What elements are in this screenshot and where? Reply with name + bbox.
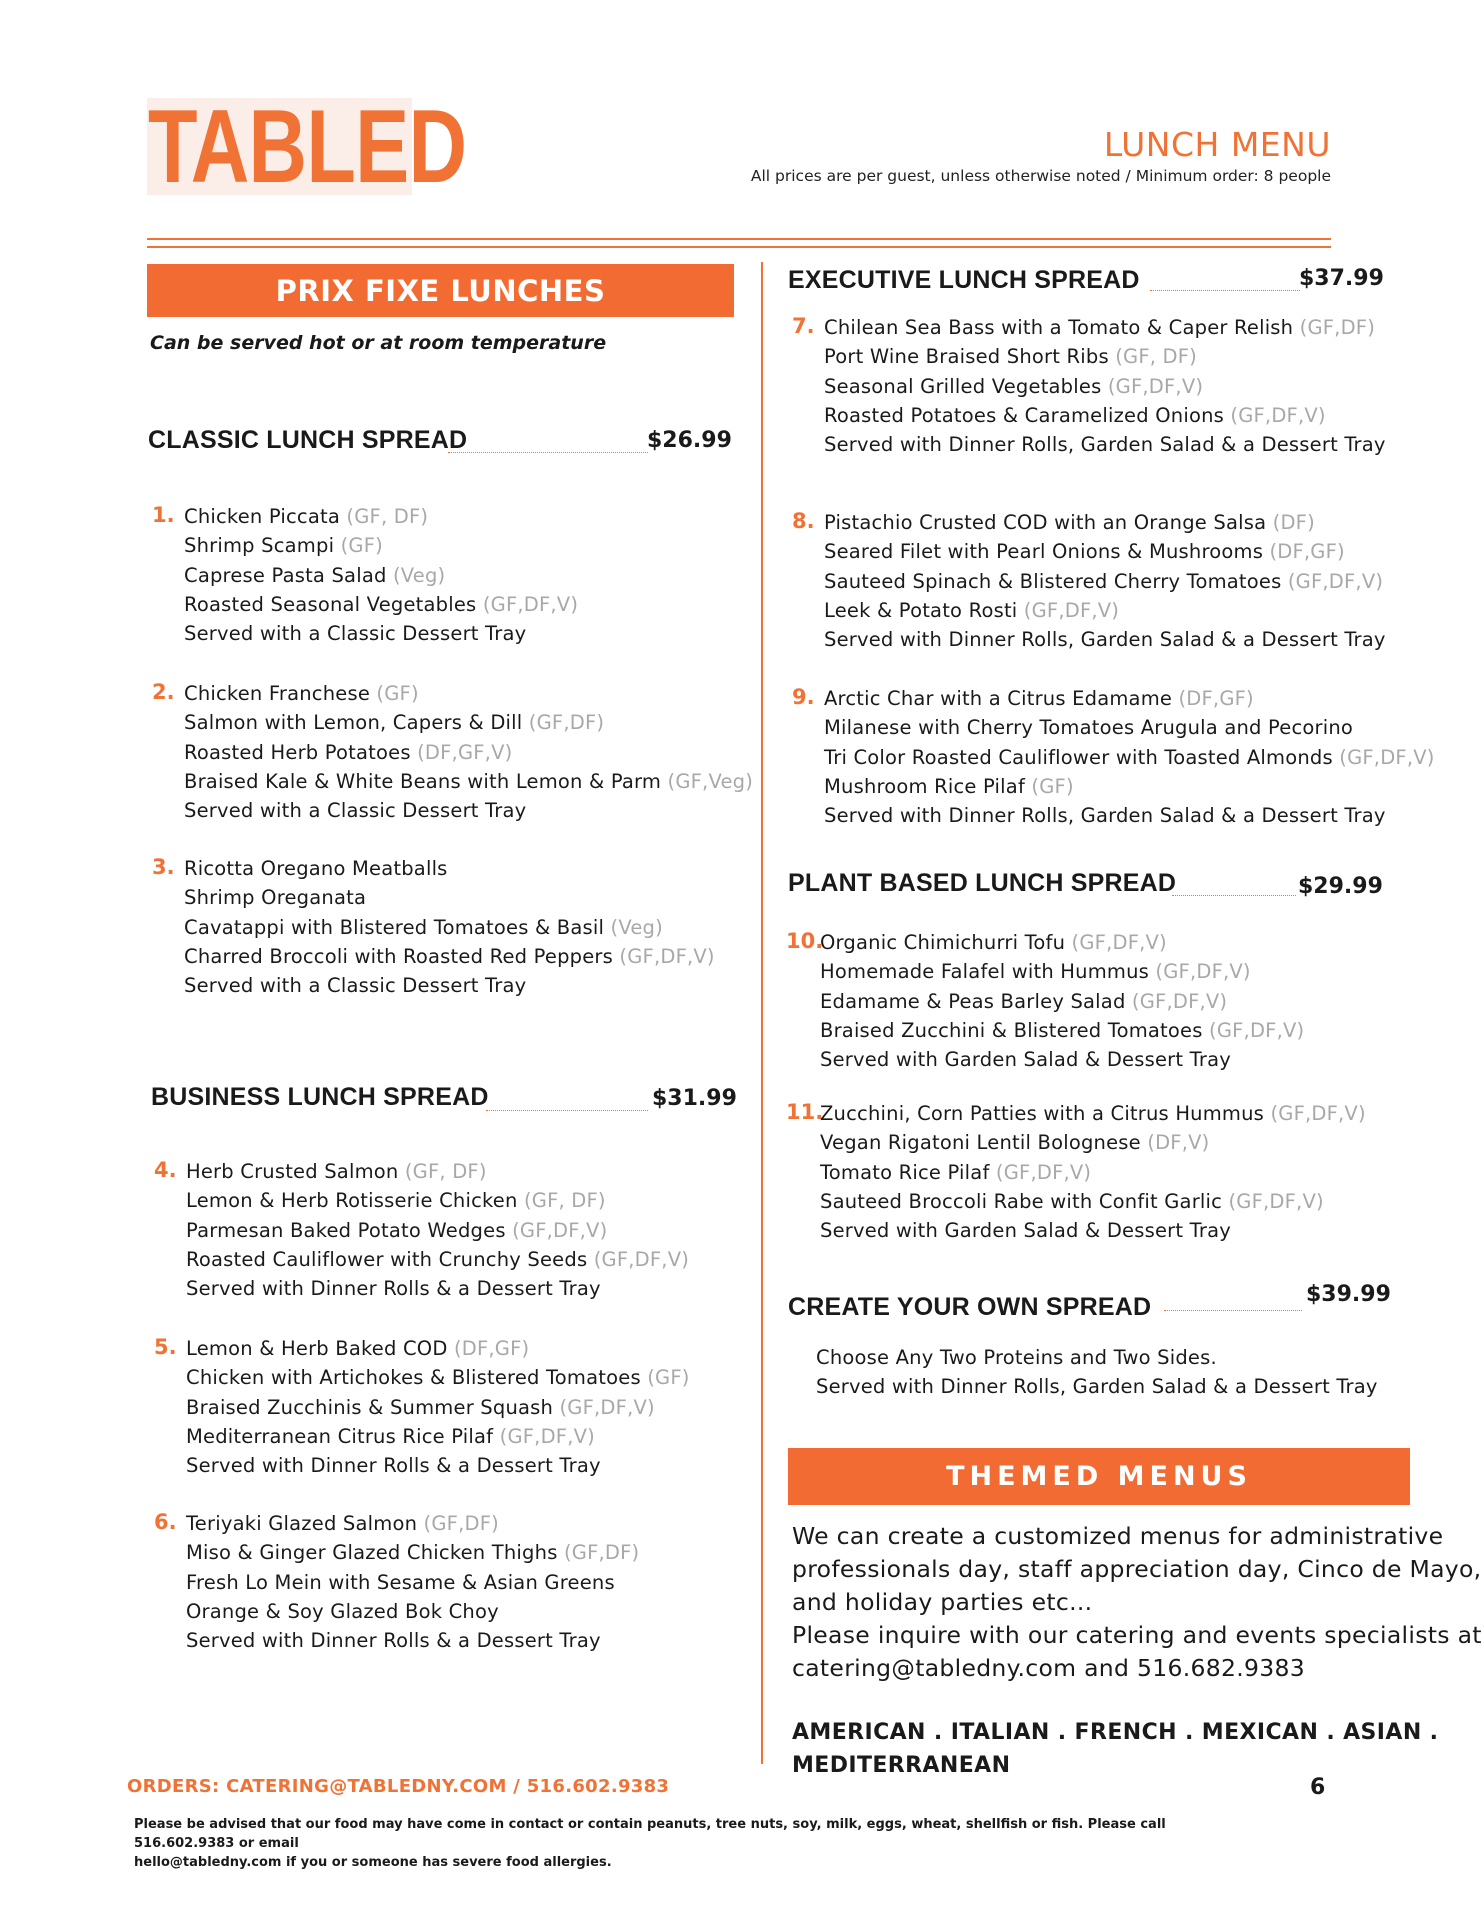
serving-note: Can be served hot or at room temperature	[150, 332, 607, 354]
menu-item-name: Sauteed Broccoli Rabe with Confit Garlic	[820, 1189, 1223, 1213]
dietary-tag: (DF,GF)	[1172, 687, 1254, 710]
menu-item	[824, 430, 1386, 459]
dietary-tag: (GF,Veg)	[661, 769, 754, 793]
menu-item	[186, 1509, 639, 1538]
menu-item	[824, 743, 1435, 772]
menu-item-name: Tri Color Roasted Cauliflower with Toasted Almonds	[824, 745, 1333, 769]
menu-item	[186, 1393, 690, 1422]
themed-line: Please inquire with our catering and events specialists at	[792, 1621, 1482, 1649]
menu-item-name: Served with Dinner Rolls & a Dessert Tray	[186, 1277, 601, 1301]
dietary-tag: (GF,DF,V)	[1222, 1189, 1324, 1213]
dietary-tag: (GF)	[640, 1366, 690, 1390]
executive-leader-dots	[1150, 290, 1300, 291]
dietary-tag: (GF,DF,V)	[476, 592, 579, 616]
menu-item-name: Braised Zucchini & Blistered Tomatoes	[820, 1018, 1203, 1042]
dietary-tag: (DF,GF)	[447, 1337, 530, 1360]
item-number: 10.	[786, 929, 824, 953]
menu-item	[184, 796, 753, 825]
create-line: Served with Dinner Rolls, Garden Salad & a Dessert Tray	[816, 1375, 1378, 1399]
menu-item	[820, 1045, 1304, 1074]
item-number: 9.	[792, 685, 815, 709]
item-list	[186, 1509, 639, 1655]
menu-item-name: Chicken with Artichokes & Blistered Tomatoes	[186, 1366, 641, 1390]
orders-contact: ORDERS: CATERING@TABLEDNY.COM / 516.602.9383	[127, 1776, 670, 1797]
menu-item-name: Seasonal Grilled Vegetables	[824, 374, 1102, 398]
dietary-tag: (GF,DF,V)	[613, 944, 715, 968]
menu-title: LUNCH MENU	[1103, 125, 1331, 164]
menu-item-name: Milanese with Cherry Tomatoes Arugula and Pecorino	[824, 716, 1354, 740]
menu-item	[186, 1538, 639, 1567]
item-list	[824, 313, 1386, 459]
dietary-tag: (GF,DF)	[1293, 316, 1376, 339]
menu-item	[184, 708, 753, 737]
dietary-tag: (GF,DF,V)	[493, 1424, 595, 1448]
item-list	[184, 854, 715, 1000]
item-list	[184, 502, 578, 648]
menu-item	[186, 1157, 689, 1186]
menu-item	[824, 372, 1386, 401]
menu-item	[186, 1334, 690, 1363]
menu-item	[824, 567, 1386, 596]
menu-item-name: Zucchini, Corn Patties with a Citrus Hummus	[820, 1102, 1265, 1125]
dietary-tag: (GF,DF,V)	[1202, 1018, 1305, 1042]
menu-item	[184, 561, 578, 590]
menu-item	[184, 531, 578, 560]
menu-item-name: Served with Dinner Rolls, Garden Salad & a Dessert Tray	[824, 628, 1386, 652]
menu-item	[824, 508, 1386, 537]
menu-item	[824, 401, 1386, 430]
dietary-tag: (GF,DF,V)	[1017, 598, 1120, 622]
classic-leader-dots	[448, 452, 648, 453]
menu-item-name: Shrimp Scampi	[184, 534, 335, 558]
menu-item	[186, 1422, 690, 1451]
menu-item-name: Vegan Rigatoni Lentil Bolognese	[820, 1131, 1141, 1155]
executive-spread-title: EXECUTIVE LUNCH SPREAD	[788, 266, 1140, 294]
dietary-tag: (GF,DF,V)	[587, 1247, 690, 1271]
item-number: 2.	[152, 680, 175, 704]
dietary-tag: (GF,DF,V)	[1281, 569, 1384, 593]
dietary-tag: (GF,DF)	[557, 1541, 640, 1565]
themed-line: professionals day, staff appreciation day, Cinco de Mayo,	[792, 1555, 1482, 1583]
menu-item-name: Tomato Rice Pilaf	[820, 1160, 990, 1184]
menu-item	[186, 1597, 639, 1626]
themed-menus-banner: THEMED MENUS	[788, 1448, 1410, 1505]
menu-item	[820, 1216, 1366, 1245]
plant-spread-title: PLANT BASED LUNCH SPREAD	[788, 869, 1177, 897]
menu-item-name: Orange & Soy Glazed Bok Choy	[186, 1599, 499, 1623]
menu-item-name: Caprese Pasta Salad	[184, 563, 387, 587]
dietary-tag: (GF, DF)	[398, 1160, 487, 1183]
menu-item	[824, 537, 1386, 566]
header-rule-bottom	[147, 246, 1331, 248]
dietary-tag: (GF,DF,V)	[1125, 989, 1228, 1013]
menu-subtitle: All prices are per guest, unless otherwise noted / Minimum order: 8 people	[750, 167, 1331, 185]
dietary-tag: (GF, DF)	[1108, 345, 1197, 369]
menu-item-name: Seared Filet with Pearl Onions & Mushrooms	[824, 540, 1264, 564]
executive-spread-price: $37.99	[1299, 266, 1384, 291]
item-number: 1.	[152, 503, 175, 527]
cuisine-list	[792, 1716, 1438, 1782]
item-number: 4.	[154, 1158, 177, 1182]
menu-item-name: Chicken Piccata	[184, 505, 341, 528]
item-list	[824, 684, 1435, 830]
menu-item	[186, 1568, 639, 1597]
menu-item-name: Chilean Sea Bass with a Tomato & Caper Relish	[824, 316, 1294, 339]
menu-item	[820, 1158, 1366, 1187]
menu-item	[820, 928, 1304, 957]
cuisine-line: AMERICAN . ITALIAN . FRENCH . MEXICAN . ASIAN .	[792, 1720, 1439, 1745]
menu-item-name: Served with Dinner Rolls & a Dessert Tray	[186, 1454, 601, 1478]
menu-item	[184, 738, 753, 767]
menu-item-name: Served with Garden Salad & Dessert Tray	[820, 1219, 1231, 1243]
menu-item-name: Arctic Char with a Citrus Edamame	[824, 687, 1173, 710]
menu-item	[824, 596, 1386, 625]
dietary-tag: (GF,DF,V)	[1332, 745, 1435, 769]
menu-item	[824, 313, 1386, 342]
menu-item	[824, 684, 1435, 713]
dietary-tag: (GF, DF)	[340, 505, 429, 528]
logo: TABLED	[148, 89, 467, 205]
menu-item	[820, 1016, 1304, 1045]
menu-item-name: Herb Crusted Salmon	[186, 1160, 399, 1183]
menu-item	[184, 913, 715, 942]
menu-item-name: Served with a Classic Dessert Tray	[184, 622, 527, 646]
dietary-tag: (GF,DF,V)	[1264, 1102, 1366, 1125]
dietary-tag: (DF,GF,V)	[410, 740, 513, 764]
menu-item-name: Sauteed Spinach & Blistered Cherry Tomatoes	[824, 569, 1282, 593]
dietary-tag: (GF, DF)	[517, 1189, 606, 1213]
dietary-tag: (DF,GF)	[1263, 540, 1345, 564]
menu-item-name: Lemon & Herb Baked COD	[186, 1337, 448, 1360]
menu-item	[824, 713, 1435, 742]
menu-item-name: Charred Broccoli with Roasted Red Peppers	[184, 944, 614, 968]
menu-item-name: Served with a Classic Dessert Tray	[184, 799, 527, 823]
item-list	[186, 1334, 690, 1480]
menu-item-name: Braised Zucchinis & Summer Squash	[186, 1395, 560, 1419]
menu-item	[824, 625, 1386, 654]
dietary-tag: (GF,DF,V)	[559, 1395, 655, 1419]
menu-item-name: Miso & Ginger Glazed Chicken Thighs	[186, 1541, 558, 1565]
item-number: 11.	[786, 1100, 824, 1124]
business-spread-title: BUSINESS LUNCH SPREAD	[151, 1083, 489, 1111]
create-spread-price: $39.99	[1306, 1282, 1391, 1307]
menu-item-name: Homemade Falafel with Hummus	[820, 960, 1150, 984]
dietary-tag: (GF,DF)	[417, 1512, 499, 1535]
menu-item	[824, 342, 1386, 371]
menu-item	[184, 679, 753, 708]
cuisine-line: MEDITERRANEAN	[792, 1753, 1011, 1778]
menu-item	[184, 854, 715, 883]
menu-item-name: Mushroom Rice Pilaf	[824, 774, 1026, 798]
menu-item-name: Served with Garden Salad & Dessert Tray	[820, 1048, 1231, 1072]
dietary-tag: (GF,DF,V)	[1224, 403, 1326, 427]
business-leader-dots	[486, 1110, 648, 1111]
menu-item	[186, 1245, 689, 1274]
header-rule-top	[147, 238, 1331, 240]
menu-item-name: Braised Kale & White Beans with Lemon & Parm	[184, 769, 662, 793]
item-number: 5.	[154, 1335, 177, 1359]
item-list	[820, 928, 1304, 1074]
item-number: 7.	[792, 314, 815, 338]
create-spread-text	[816, 1343, 1378, 1402]
item-list	[186, 1157, 689, 1303]
dietary-tag: (Veg)	[604, 915, 663, 939]
dietary-tag: (GF,DF,V)	[1149, 960, 1251, 984]
menu-item	[186, 1216, 689, 1245]
menu-item	[824, 801, 1435, 830]
menu-item-name: Shrimp Oreganata	[184, 886, 367, 910]
menu-item-name: Roasted Herb Potatoes	[184, 740, 411, 764]
plant-spread-price: $29.99	[1298, 874, 1383, 899]
menu-item	[820, 1187, 1366, 1216]
menu-item	[820, 987, 1304, 1016]
menu-item-name: Chicken Franchese	[184, 682, 371, 705]
disclaimer-line: Please be advised that our food may have come in contact or contain peanuts, tree nuts, soy, milk, eggs, wheat, shellfish or fish. Please call 516.602.9383 or email	[134, 1817, 1166, 1851]
menu-item-name: Fresh Lo Mein with Sesame & Asian Greens	[186, 1570, 615, 1594]
create-spread-title: CREATE YOUR OWN SPREAD	[788, 1293, 1152, 1321]
themed-menus-text	[792, 1520, 1482, 1685]
dietary-tag: (GF,DF,V)	[1101, 374, 1204, 398]
menu-item	[184, 590, 578, 619]
dietary-tag: (GF)	[370, 682, 419, 705]
prix-fixe-banner: PRIX FIXE LUNCHES	[147, 264, 734, 317]
dietary-tag: (DF)	[1266, 511, 1315, 534]
business-spread-price: $31.99	[652, 1086, 737, 1111]
menu-item-name: Ricotta Oregano Meatballs	[184, 857, 448, 880]
page-number: 6	[1310, 1775, 1326, 1800]
menu-item-name: Salmon with Lemon, Capers & Dill	[184, 711, 523, 735]
menu-item-name: Lemon & Herb Rotisserie Chicken	[186, 1189, 518, 1213]
menu-item	[186, 1274, 689, 1303]
menu-item-name: Served with Dinner Rolls & a Dessert Tray	[186, 1629, 601, 1653]
menu-item	[824, 772, 1435, 801]
menu-item	[820, 957, 1304, 986]
dietary-tag: (GF,DF,V)	[989, 1160, 1092, 1184]
allergy-disclaimer	[134, 1815, 1264, 1872]
dietary-tag: (DF,V)	[1140, 1131, 1210, 1155]
plant-leader-dots	[1172, 895, 1296, 896]
menu-item	[184, 971, 715, 1000]
menu-item-name: Edamame & Peas Barley Salad	[820, 989, 1126, 1013]
dietary-tag: (GF,DF)	[522, 711, 605, 735]
menu-item-name: Cavatappi with Blistered Tomatoes & Basil	[184, 915, 605, 939]
menu-item-name: Mediterranean Citrus Rice Pilaf	[186, 1424, 494, 1448]
disclaimer-line: hello@tabledny.com if you or someone has severe food allergies.	[134, 1855, 612, 1870]
menu-item-name: Roasted Cauliflower with Crunchy Seeds	[186, 1247, 588, 1271]
menu-item-name: Parmesan Baked Potato Wedges	[186, 1218, 506, 1242]
menu-item-name: Served with Dinner Rolls, Garden Salad & a Dessert Tray	[824, 433, 1386, 457]
item-list	[184, 679, 753, 825]
menu-item	[184, 767, 753, 796]
menu-item	[820, 1128, 1366, 1157]
menu-item	[186, 1451, 690, 1480]
menu-item-name: Roasted Seasonal Vegetables	[184, 592, 477, 616]
menu-item-name: Pistachio Crusted COD with an Orange Salsa	[824, 511, 1267, 534]
dietary-tag: (Veg)	[386, 563, 446, 587]
menu-item-name: Served with Dinner Rolls, Garden Salad & a Dessert Tray	[824, 804, 1386, 828]
menu-item	[186, 1363, 690, 1392]
item-number: 8.	[792, 509, 815, 533]
menu-item-name: Served with a Classic Dessert Tray	[184, 974, 527, 998]
item-list	[824, 508, 1386, 654]
menu-item	[820, 1099, 1366, 1128]
menu-item	[184, 619, 578, 648]
dietary-tag: (GF)	[1025, 774, 1074, 798]
create-leader-dots	[1164, 1310, 1302, 1311]
themed-line: and holiday parties etc...	[792, 1588, 1093, 1616]
themed-line: catering@tabledny.com and 516.682.9383	[792, 1654, 1306, 1682]
dietary-tag: (GF,DF,V)	[1065, 931, 1167, 954]
classic-spread-title: CLASSIC LUNCH SPREAD	[148, 426, 468, 454]
menu-item	[186, 1186, 689, 1215]
menu-item-name: Organic Chimichurri Tofu	[820, 931, 1066, 954]
item-number: 6.	[154, 1510, 177, 1534]
column-divider	[761, 262, 763, 1764]
menu-item	[184, 502, 578, 531]
menu-item-name: Roasted Potatoes & Caramelized Onions	[824, 403, 1224, 427]
dietary-tag: (GF)	[334, 534, 383, 558]
menu-item	[184, 883, 715, 912]
dietary-tag: (GF,DF,V)	[505, 1218, 608, 1242]
menu-item-name: Port Wine Braised Short Ribs	[824, 345, 1109, 369]
themed-line: We can create a customized menus for administrative	[792, 1522, 1444, 1550]
menu-item-name: Teriyaki Glazed Salmon	[186, 1512, 418, 1535]
item-number: 3.	[152, 855, 175, 879]
item-list	[820, 1099, 1366, 1245]
create-line: Choose Any Two Proteins and Two Sides.	[816, 1346, 1217, 1369]
menu-item	[186, 1626, 639, 1655]
menu-item	[184, 942, 715, 971]
classic-spread-price: $26.99	[647, 428, 732, 453]
menu-item-name: Leek & Potato Rosti	[824, 598, 1018, 622]
